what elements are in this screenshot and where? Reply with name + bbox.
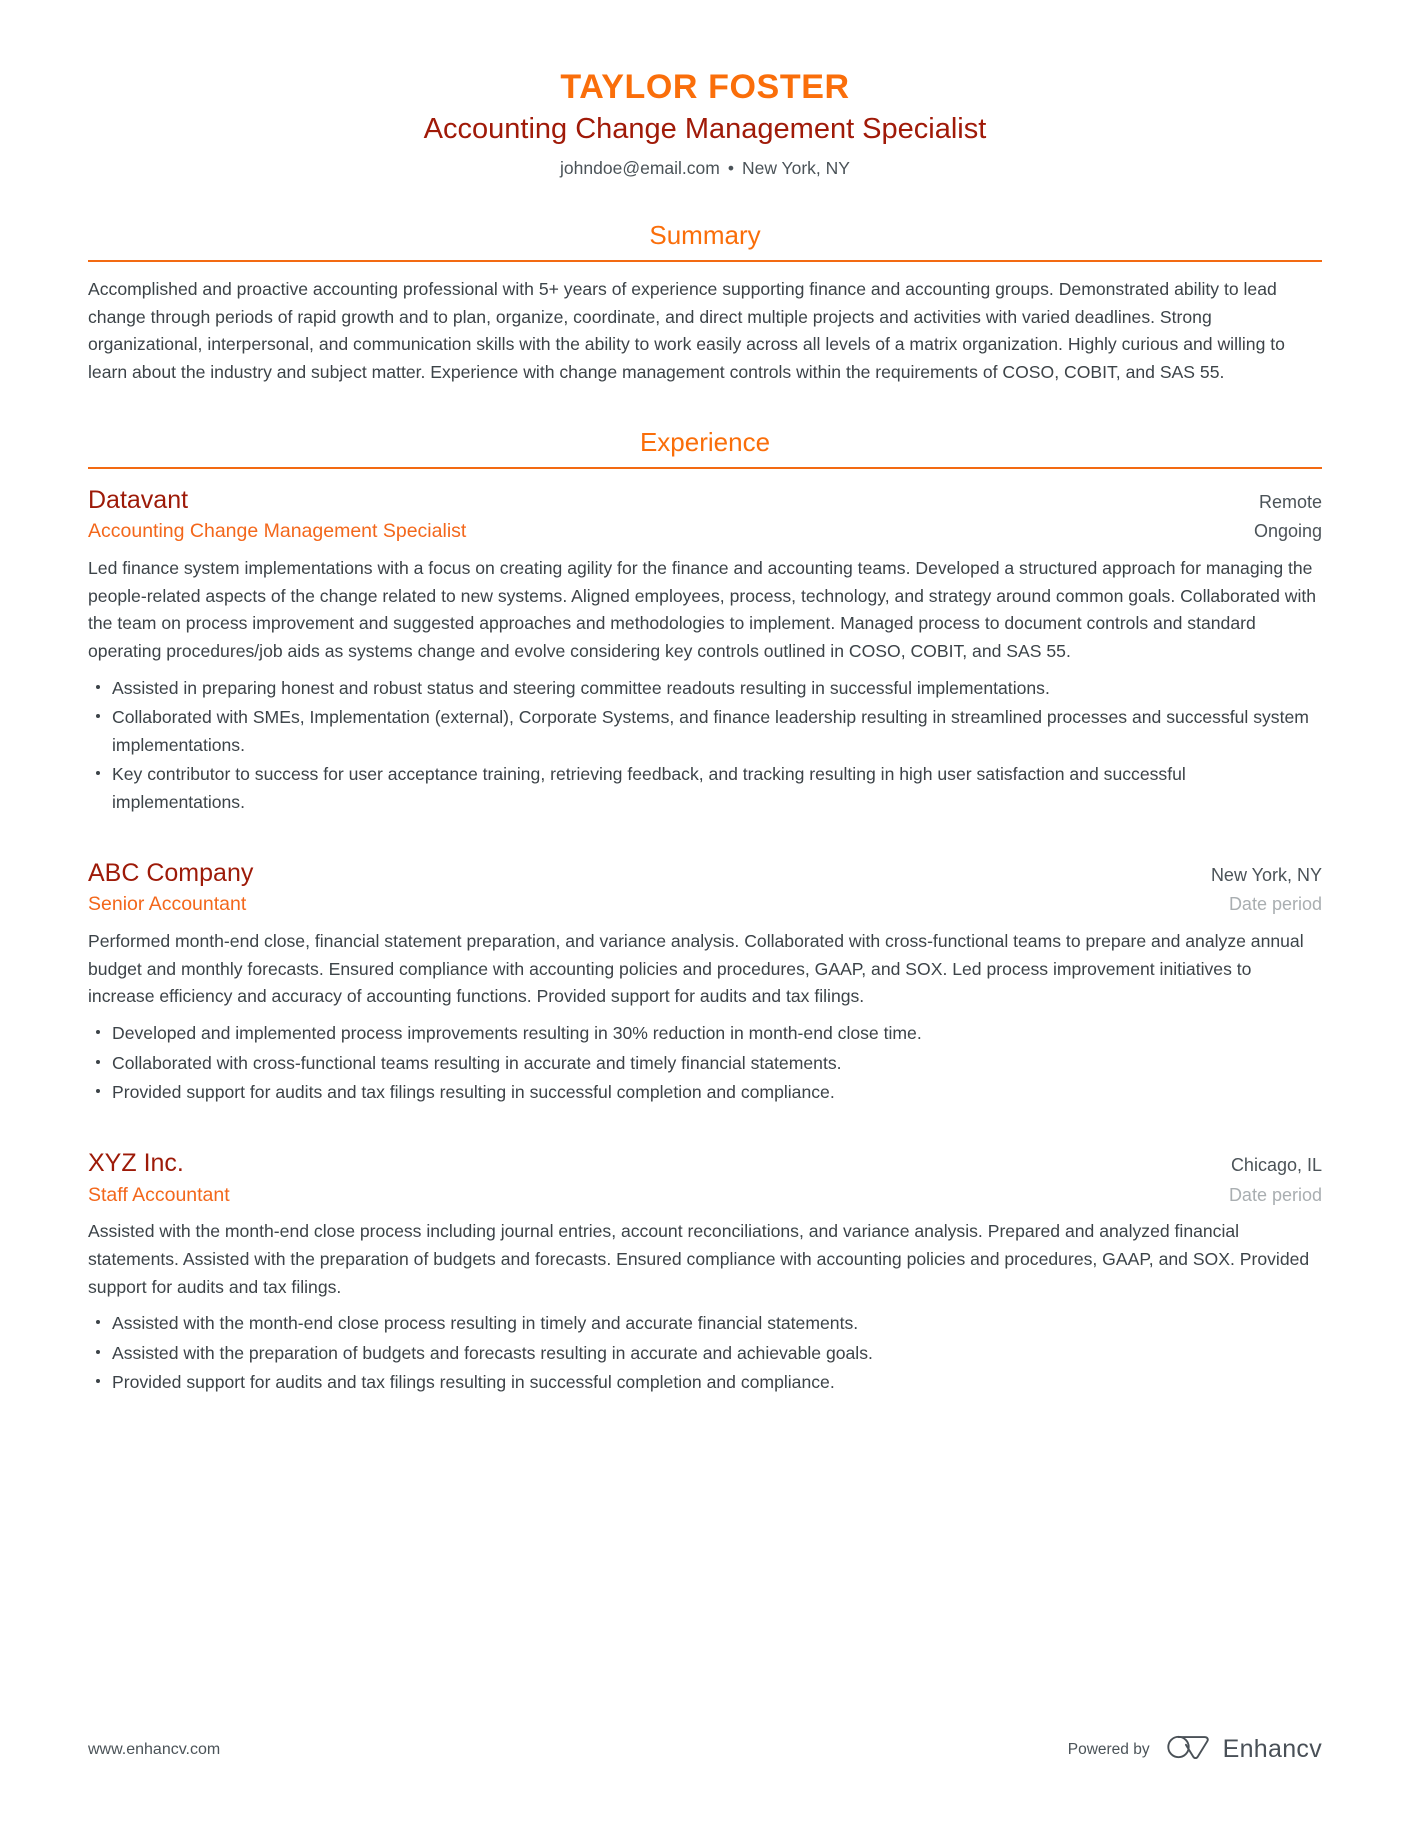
candidate-name: TAYLOR FOSTER	[560, 68, 850, 106]
section-experience	[88, 427, 1322, 1397]
entry-bullet-item: Key contributor to success for user acceptance training, retrieving feedback, and tracking resulting in high user satisfaction and successful implementations.	[88, 761, 1322, 816]
entry-subheader-row	[88, 519, 1322, 544]
entry-header-row	[88, 858, 1322, 889]
entry-bullet-item: Assisted in preparing honest and robust status and steering committee readouts resulting in successful implementations.	[88, 675, 1322, 702]
entry-location: Remote	[1258, 492, 1322, 513]
page-footer	[88, 1733, 1322, 1766]
entry-bullet-item: Collaborated with cross-functional teams resulting in accurate and timely financial statements.	[88, 1050, 1322, 1077]
entry-description: Assisted with the month-end close process including journal entries, account reconciliations, and variance analysis. Prepared and analyzed financial statements. Assisted with the preparation of budgets and forecasts. Ensured compliance with accounting policies and procedures, GAAP, and SOX. Provided support for audits and tax filings.	[88, 1221, 1310, 1297]
enhancv-brand-name: Enhancv	[1222, 1735, 1322, 1763]
entry-date-period: Date period	[1228, 894, 1322, 915]
entry-bullet-item: Developed and implemented process improvements resulting in 30% reduction in month-end close time.	[88, 1020, 1322, 1047]
entry-subheader-row	[88, 1183, 1322, 1208]
entry-location: New York, NY	[1210, 865, 1322, 886]
entry-description: Led finance system implementations with a focus on creating agility for the finance and accounting teams. Developed a structured approach for managing the people-related aspects of the change related to new systems. Aligned employees, process, technology, and strategy around common goals. Collaborated with the team on process improvement and suggested approaches and methodologies to implement. Managed process to document controls and standard operating procedures/job aids as systems change and evolve considering key controls outlined in COSO, COBIT, and SAS 55.	[88, 557, 1317, 662]
entry-bullet-list	[88, 675, 1322, 816]
section-heading-experience: Experience	[639, 427, 771, 457]
contact-line	[88, 157, 1322, 180]
entry-bullet-item: Provided support for audits and tax filings resulting in successful completion and compliance.	[88, 1369, 1322, 1396]
entry-bullet-list	[88, 1310, 1322, 1396]
contact-email[interactable]: johndoe@email.com	[560, 157, 720, 178]
contact-location: New York, NY	[741, 157, 850, 178]
entry-bullet-item: Assisted with the preparation of budgets and forecasts resulting in accurate and achievable goals.	[88, 1340, 1322, 1367]
contact-separator-icon: •	[727, 157, 734, 178]
entry-header-row	[88, 1148, 1322, 1179]
entry-company-name: Datavant	[88, 486, 189, 515]
entry-location: Chicago, IL	[1230, 1155, 1322, 1176]
entry-bullet-item: Assisted with the month-end close process resulting in timely and accurate financial statements.	[88, 1310, 1322, 1337]
footer-branding	[1068, 1733, 1322, 1766]
entry-bullet-item: Provided support for audits and tax filings resulting in successful completion and compliance.	[88, 1079, 1322, 1106]
experience-entry	[88, 858, 1322, 1106]
summary-text: Accomplished and proactive accounting professional with 5+ years of experience supporting finance and accounting groups. Demonstrated ability to lead change through periods of rapid growth and to plan, organize, coordinate, and direct multiple projects and activities with varied deadlines. Strong organizational, interpersonal, and communication skills with the ability to work easily across all levels of a matrix organization. Highly curious and willing to learn about the industry and subject matter. Experience with change management controls within the requirements of COSO, COBIT, and SAS 55.	[88, 278, 1285, 383]
entry-role-title: Staff Accountant	[88, 1183, 230, 1206]
entry-date-period: Date period	[1228, 1184, 1322, 1205]
entry-header-row	[88, 485, 1322, 516]
summary-body	[88, 262, 1322, 387]
entry-role-title: Senior Accountant	[88, 893, 247, 916]
enhancv-infinity-logo-icon	[1166, 1733, 1212, 1766]
entry-bullet-list	[88, 1020, 1322, 1106]
resume-header	[88, 62, 1322, 180]
candidate-title: Accounting Change Management Specialist	[423, 113, 987, 146]
entry-company-name: ABC Company	[88, 859, 254, 888]
entry-subheader-row	[88, 892, 1322, 917]
experience-entry	[88, 1148, 1322, 1396]
experience-entry-list	[88, 485, 1322, 1397]
section-summary	[88, 220, 1322, 387]
experience-entry	[88, 485, 1322, 816]
entry-description: Performed month-end close, financial statement preparation, and variance analysis. Collaborated with cross-functional teams to prepare and analyze annual budget and monthly forecasts. Ensured compliance with accounting policies and procedures, GAAP, and SOX. Led process improvement initiatives to increase efficiency and accuracy of accounting functions. Provided support for audits and tax filings.	[88, 930, 1304, 1007]
entry-company-name: XYZ Inc.	[88, 1149, 184, 1178]
experience-body	[88, 469, 1322, 1397]
section-heading-summary: Summary	[649, 219, 761, 250]
powered-by-label: Powered by	[1067, 1740, 1150, 1758]
entry-bullet-item: Collaborated with SMEs, Implementation (external), Corporate Systems, and finance leadership resulting in streamlined processes and successful system implementations.	[88, 704, 1322, 759]
enhancv-logo-lockup	[1166, 1733, 1322, 1766]
footer-website-url[interactable]: www.enhancv.com	[88, 1740, 221, 1758]
entry-role-title: Accounting Change Management Specialist	[88, 520, 467, 543]
entry-date-period: Ongoing	[1253, 521, 1322, 542]
